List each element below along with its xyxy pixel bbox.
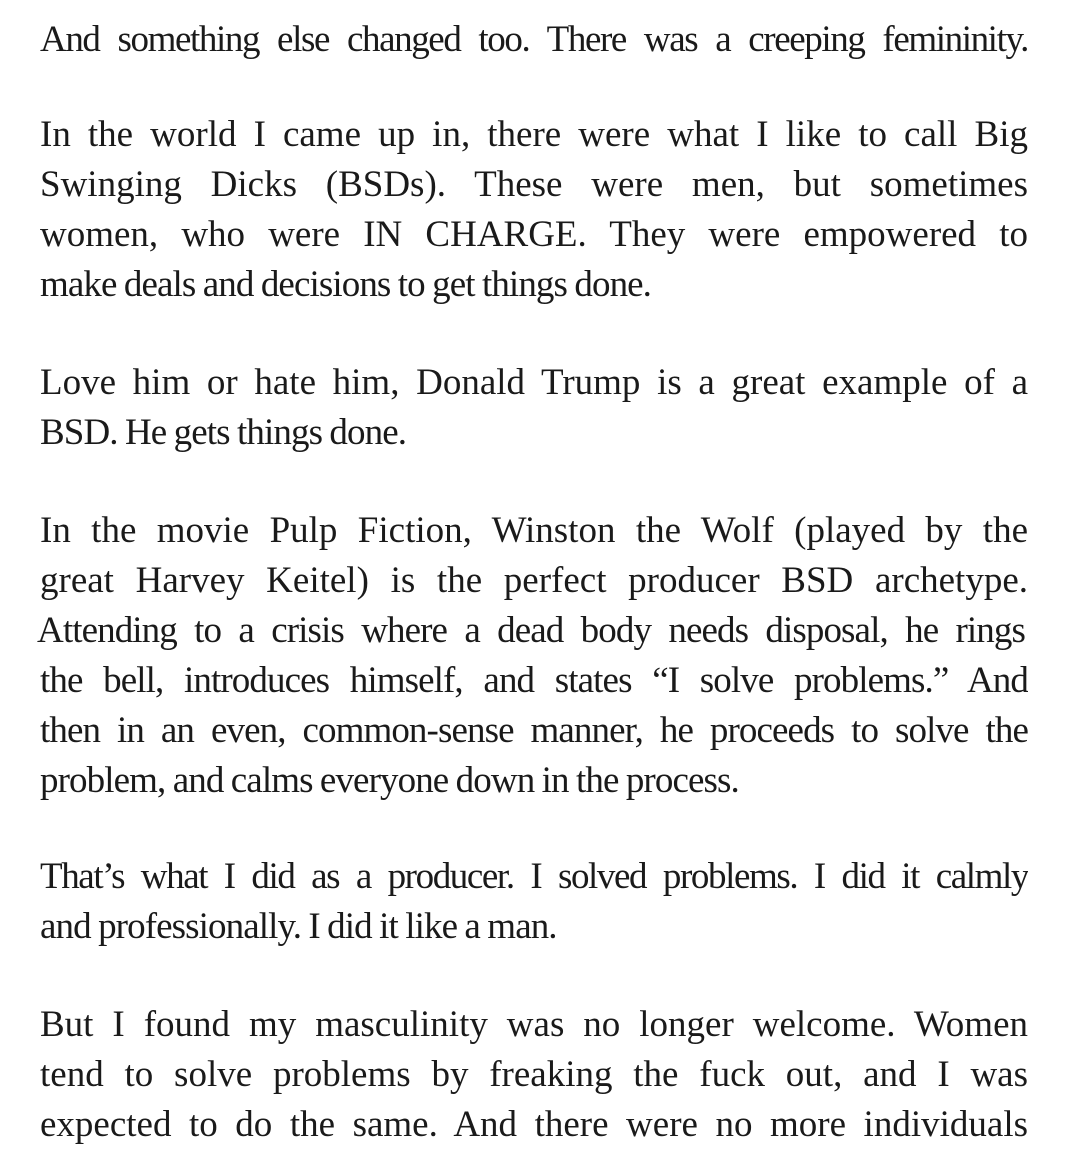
text-line: In the world I came up in, there were what I like to call Big	[40, 114, 1028, 155]
text-line: Love him or hate him, Donald Trump is a great example of a	[40, 362, 1028, 403]
text-line: And something else changed too. There was a creeping femininity.	[40, 19, 1028, 60]
text-line: Swinging Dicks (BSDs). These were men, but sometimes	[40, 164, 1028, 205]
text-line: women, who were IN CHARGE. They were empowered to	[40, 214, 1028, 255]
text-line: and professionally. I did it like a man.	[40, 906, 557, 947]
text-line: great Harvey Keitel) is the perfect producer BSD archetype.	[40, 560, 1028, 601]
text-line: BSD. He gets things done.	[40, 412, 407, 453]
text-line: But I found my masculinity was no longer welcome. Women	[40, 1004, 1028, 1045]
text-line: make deals and decisions to get things done.	[40, 264, 652, 305]
text-line: tend to solve problems by freaking the fuck out, and I was	[40, 1054, 1028, 1095]
text-line: Attending to a crisis where a dead body needs disposal, he rings	[37, 610, 1025, 651]
text-line: then in an even, common-sense manner, he proceeds to solve the	[40, 710, 1028, 751]
text-line: expected to do the same. And there were no more individuals	[40, 1104, 1028, 1145]
text-line: problem, and calms everyone down in the process.	[40, 760, 739, 801]
text-line: the bell, introduces himself, and states “I solve problems.” And	[40, 660, 1028, 701]
text-line: That’s what I did as a producer. I solved problems. I did it calmly	[40, 856, 1028, 897]
text-line: In the movie Pulp Fiction, Winston the Wolf (played by the	[40, 510, 1028, 551]
